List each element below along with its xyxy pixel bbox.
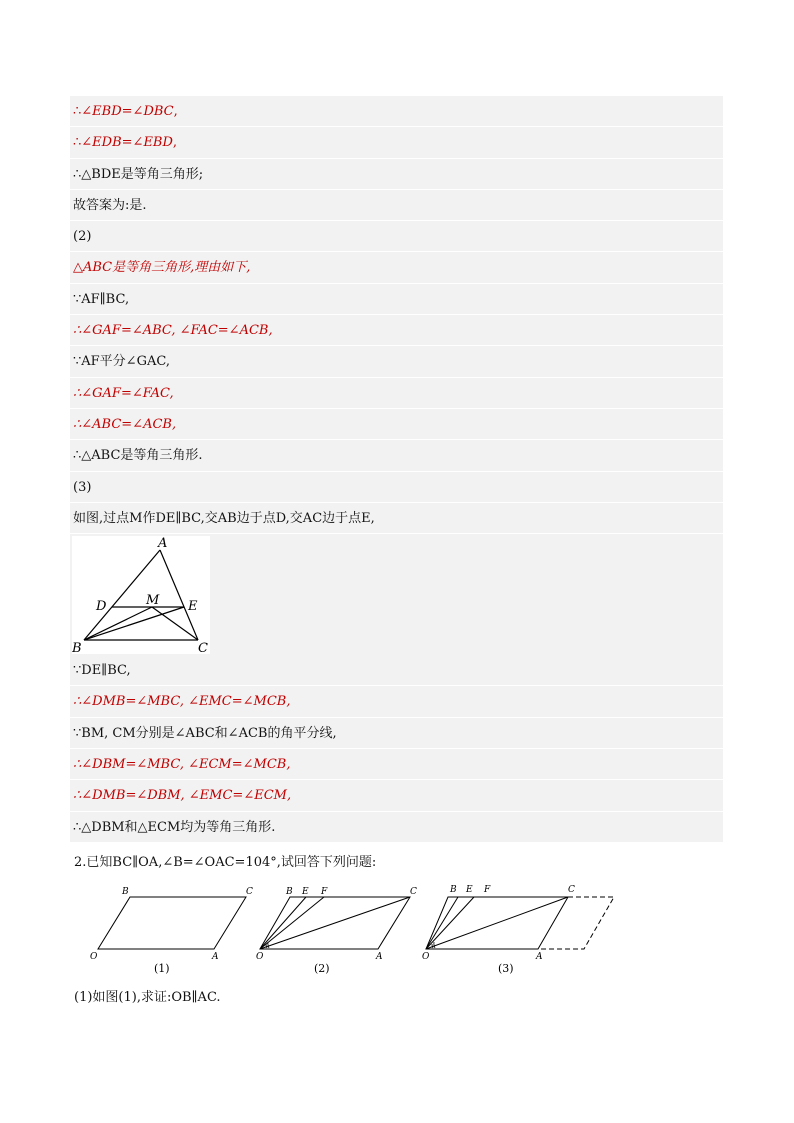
label-O: O [90,952,98,962]
label-A: A [376,952,383,962]
solution-line: ∴∠DMB=∠DBM, ∠EMC=∠ECM, [70,780,723,811]
label-O: O [256,952,264,962]
label-B: B [450,885,457,895]
label-O: O [422,952,430,962]
solution-line: ∴△BDE是等角三角形; [70,159,723,190]
solution-line: ∴△ABC是等角三角形. [70,440,723,471]
label-A: A [536,952,543,962]
solution-line: ∴∠EDB=∠EBD, [70,127,723,158]
label-C: C [568,885,575,895]
label-M: M [146,593,160,609]
label-E: E [466,885,473,895]
solution-line: (2) [70,221,723,252]
label-F: F [484,885,491,895]
solution-line: ∴△DBM和△ECM均为等角三角形. [70,812,723,843]
solution-line: ∴∠ABC=∠ACB, [70,409,723,440]
solution-line: ∵DE∥BC, [70,655,723,686]
label-E: E [188,599,198,615]
solution-line: ∵BM, CM分别是∠ABC和∠ACB的角平分线, [70,718,723,749]
solution-line: ∵AF平分∠GAC, [70,346,723,377]
solution-line: 如图,过点M作DE∥BC,交AB边于点D,交AC边于点E, [70,503,723,534]
label-F: F [321,887,328,897]
solution-line: ∴∠EBD=∠DBC, [70,96,723,127]
question-1: (1)如图(1),求证:OB∥AC. [74,990,221,1005]
figure-2 [256,887,417,975]
solution-line: ∵AF∥BC, [70,284,723,315]
figure-1 [90,887,253,975]
figure-3 [422,885,614,975]
triangle-figure [70,534,723,655]
label-B: B [286,887,293,897]
label-E: E [302,887,309,897]
solution-line: △ABC是等角三角形,理由如下, [70,252,723,283]
caption-2: (2) [314,962,330,975]
label-A: A [212,952,219,962]
solution-line: ∴∠GAF=∠ABC, ∠FAC=∠ACB, [70,315,723,346]
solution-line: (3) [70,472,723,503]
label-C: C [198,641,208,655]
label-C: C [246,887,253,897]
label-B: B [122,887,129,897]
caption-3: (3) [498,962,514,975]
solution-content [70,96,723,843]
label-C: C [410,887,417,897]
label-A: A [158,536,168,552]
solution-line: ∴∠GAF=∠FAC, [70,378,723,409]
parallelogram-figures [86,880,626,980]
caption-1: (1) [154,962,170,975]
label-D: D [96,599,107,615]
solution-line: ∴∠DBM=∠MBC, ∠ECM=∠MCB, [70,749,723,780]
problem-statement: 2.已知BC∥OA,∠B=∠OAC=104°,试回答下列问题: [74,855,377,870]
solution-line: 故答案为:是. [70,190,723,221]
label-B: B [72,641,82,655]
solution-line: ∴∠DMB=∠MBC, ∠EMC=∠MCB, [70,686,723,717]
